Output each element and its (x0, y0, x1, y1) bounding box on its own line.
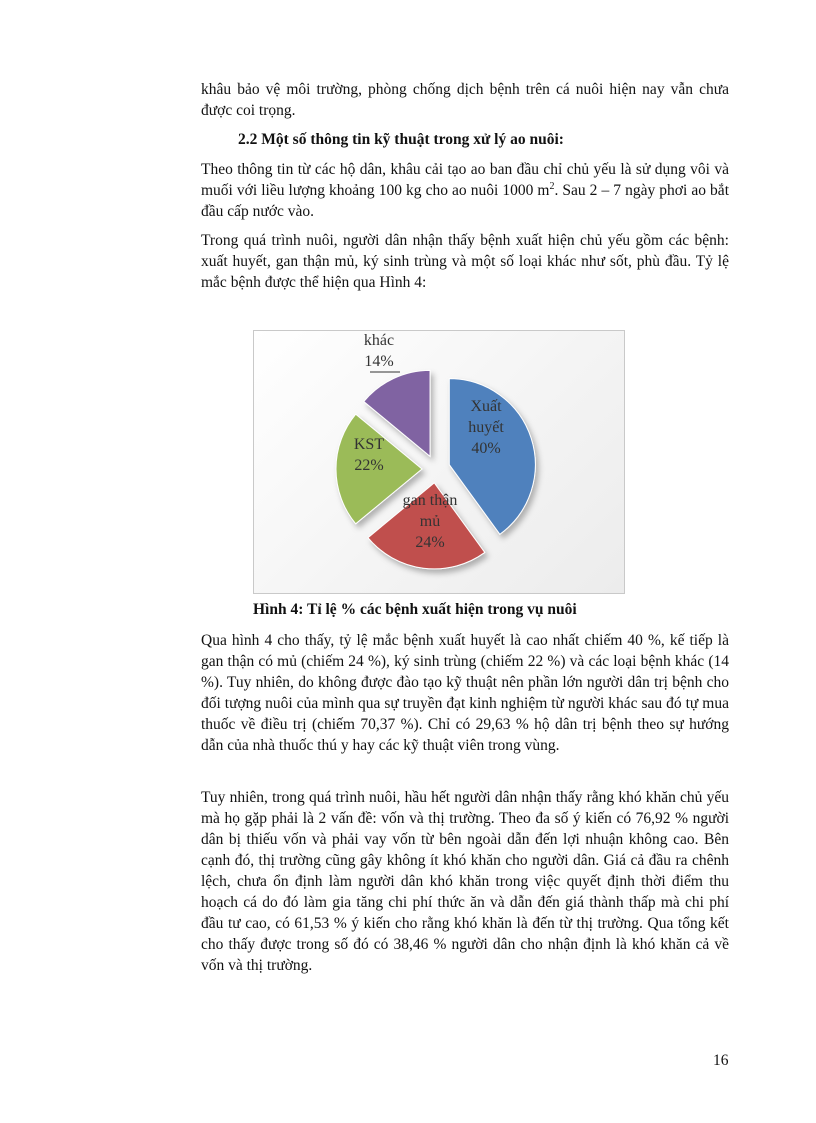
pie-label-1-line-0: gan thận (402, 492, 458, 509)
pie-label-3 (364, 332, 394, 370)
paragraph-disease-analysis: Qua hình 4 cho thấy, tỷ lệ mắc bệnh xuất huyết là cao nhất chiếm 40 %, kế tiếp là gan thận có mủ (chiếm 24 %), ký sinh trùng (chiếm 22 %) và các loại bệnh khác (14 %). Tuy nhiên, do không được đào tạo kỹ thuật nên phần lớn người dân trị bệnh cho đối tượng nuôi của mình qua sự truyền đạt kinh nghiệm từ người khác sau đó tự mua thuốc về điều trị (chiếm 70,37 %). Chỉ có 29,63 % hộ dân trị bệnh theo sự hướng dẫn của nhà thuốc thú y hay các kỹ thuật viên trong vùng. (201, 632, 729, 754)
superscript-squared: 2 (549, 180, 555, 192)
paragraph-intro: khâu bảo vệ môi trường, phòng chống dịch bệnh trên cá nuôi hiện nay vẫn chưa được coi trọng. (201, 81, 729, 119)
pie-chart (254, 331, 624, 593)
pie-label-2-line-0: KST (353, 436, 385, 453)
paragraph-disease-intro: Trong quá trình nuôi, người dân nhận thấy bệnh xuất hiện chủ yếu gồm các bệnh: xuất huyết, gan thận mủ, ký sinh trùng và một số loại khác như sốt, phù đầu. Tỷ lệ mắc bệnh được thể hiện qua Hình 4: (201, 232, 729, 291)
page-number: 16 (713, 1052, 729, 1069)
pie-label-2-line-1: 22% (354, 457, 384, 474)
pie-label-1-line-2: 24% (415, 534, 445, 551)
section-heading: 2.2 Một số thông tin kỹ thuật trong xử lý ao nuôi: (238, 131, 564, 148)
pie-label-1-line-1: mủ (419, 513, 441, 530)
paragraph-pond-preparation-part2: . Sau 2 – 7 ngày phơi ao bắt đầu cấp nước vào. (201, 182, 729, 220)
pie-label-0-line-1: huyết (468, 419, 504, 436)
pie-label-3-line-0: khác (363, 332, 395, 349)
pie-label-0 (468, 398, 504, 457)
paragraph-pond-preparation (201, 159, 729, 222)
pie-label-0-line-2: 40% (471, 440, 501, 457)
pie-chart-frame (253, 330, 625, 594)
pie-label-0-line-0: Xuất (470, 398, 502, 415)
paragraph-difficulties: Tuy nhiên, trong quá trình nuôi, hầu hết người dân nhận thấy rằng khó khăn chủ yếu mà họ gặp phải là 2 vấn đề: vốn và thị trường. Theo đa số ý kiến có 76,92 % người dân bị thiếu vốn và phải vay vốn từ bên ngoài dẫn đến lợi nhuận không cao. Bên cạnh đó, thị trường cũng gây không ít khó khăn cho người dân. Giá cả đầu ra chênh lệch, chưa ổn định làm người dân khó khăn trong việc quyết định thời điểm thu hoạch cá do đó làm gia tăng chi phí thức ăn và dẫn đến giá thành thấp mà chi phí đầu tư cao, có 61,53 % ý kiến cho rằng khó khăn là đến từ thị trường. Qua tổng kết cho thấy được trong số đó có 38,46 % người dân cho nhận định là khó khăn cả về vốn và thị trường. (201, 789, 729, 974)
figure-caption: Hình 4: Tỉ lệ % các bệnh xuất hiện trong vụ nuôi (253, 601, 577, 618)
pie-label-3-line-1: 14% (364, 353, 394, 370)
paragraph-pond-preparation-part1: Theo thông tin từ các hộ dân, khâu cải tạo ao ban đầu chỉ chủ yếu là sử dụng vôi và muối với liều lượng khoảng 100 kg cho ao nuôi 1000 m (201, 161, 729, 199)
